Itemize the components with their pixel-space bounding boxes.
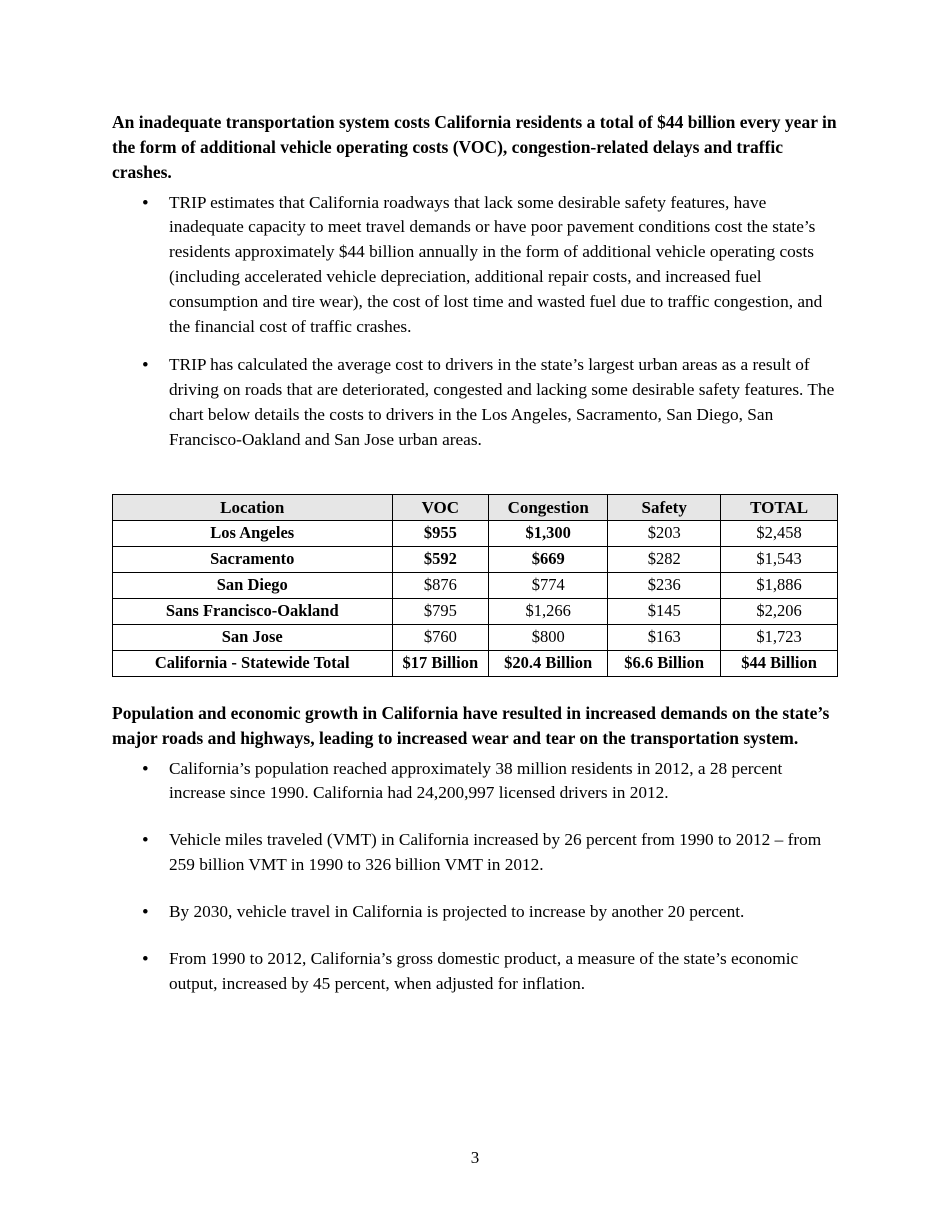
table-row-total	[113, 650, 838, 676]
cell-location: San Diego	[113, 572, 393, 598]
table-row	[113, 546, 838, 572]
cell-congestion: $774	[489, 572, 608, 598]
table-header-row	[113, 494, 838, 520]
cell-location: California - Statewide Total	[113, 650, 393, 676]
cell-voc: $17 Billion	[392, 650, 489, 676]
list-item: • TRIP has calculated the average cost to drivers in the state’s largest urban areas as a result of driving on roads that are deteriorated, congested and lacking some desirable safety features. The chart below details the costs to drivers in the Los Angeles, Sacramento, San Diego, San Francisco-Oakland and San Jose urban areas.	[112, 353, 838, 453]
driver-cost-table	[112, 494, 838, 677]
table-row	[113, 624, 838, 650]
table-body	[113, 520, 838, 676]
cell-voc: $760	[392, 624, 489, 650]
table-row	[113, 520, 838, 546]
cell-safety: $236	[608, 572, 721, 598]
cell-safety: $6.6 Billion	[608, 650, 721, 676]
table-row	[113, 598, 838, 624]
cell-total: $1,543	[721, 546, 838, 572]
cell-congestion: $1,266	[489, 598, 608, 624]
cell-total: $44 Billion	[721, 650, 838, 676]
cell-voc: $876	[392, 572, 489, 598]
cell-congestion: $800	[489, 624, 608, 650]
list-item: • From 1990 to 2012, California’s gross domestic product, a measure of the state’s economic output, increased by 45 percent, when adjusted for inflation.	[112, 947, 838, 997]
cell-location: Los Angeles	[113, 520, 393, 546]
cell-safety: $203	[608, 520, 721, 546]
cell-congestion: $669	[489, 546, 608, 572]
column-header-safety: Safety	[608, 494, 721, 520]
column-header-congestion: Congestion	[489, 494, 608, 520]
cell-voc: $795	[392, 598, 489, 624]
cost-table-container	[112, 494, 838, 677]
list-item: • TRIP estimates that California roadways that lack some desirable safety features, have inadequate capacity to meet travel demands or have poor pavement conditions cost the state’s residents approximately $44 billion annually in the form of additional vehicle operating costs (including accelerated vehicle depreciation, additional repair costs, and increased fuel consumption and tire wear), the cost of lost time and wasted fuel due to traffic congestion, and the financial cost of traffic crashes.	[112, 191, 838, 340]
cell-total: $1,723	[721, 624, 838, 650]
cell-total: $2,206	[721, 598, 838, 624]
column-header-location: Location	[113, 494, 393, 520]
cell-location: San Jose	[113, 624, 393, 650]
column-header-voc: VOC	[392, 494, 489, 520]
cell-safety: $282	[608, 546, 721, 572]
cell-total: $2,458	[721, 520, 838, 546]
page-content	[112, 110, 838, 1019]
cell-congestion: $1,300	[489, 520, 608, 546]
cell-voc: $955	[392, 520, 489, 546]
table-header	[113, 494, 838, 520]
list-item: • California’s population reached approximately 38 million residents in 2012, a 28 percent increase since 1990. California had 24,200,997 licensed drivers in 2012.	[112, 757, 838, 807]
cell-safety: $163	[608, 624, 721, 650]
cell-total: $1,886	[721, 572, 838, 598]
cell-location: Sans Francisco-Oakland	[113, 598, 393, 624]
section-1-bullet-list	[112, 191, 838, 453]
list-item: • Vehicle miles traveled (VMT) in California increased by 26 percent from 1990 to 2012 – from 259 billion VMT in 1990 to 326 billion VMT in 2012.	[112, 828, 838, 878]
column-header-total: TOTAL	[721, 494, 838, 520]
cell-location: Sacramento	[113, 546, 393, 572]
page-number: 3	[470, 1148, 480, 1167]
table-row	[113, 572, 838, 598]
cell-voc: $592	[392, 546, 489, 572]
cell-congestion: $20.4 Billion	[489, 650, 608, 676]
section-1-heading: An inadequate transportation system costs California residents a total of $44 billion every year in the form of additional vehicle operating costs (VOC), congestion-related delays and traffic crashes.	[112, 112, 837, 182]
spacer	[112, 677, 838, 701]
list-item: • By 2030, vehicle travel in California is projected to increase by another 20 percent.	[112, 900, 838, 925]
spacer	[112, 466, 838, 494]
section-2-heading: Population and economic growth in California have resulted in increased demands on the state’s major roads and highways, leading to increased wear and tear on the transportation system.	[112, 702, 830, 748]
cell-safety: $145	[608, 598, 721, 624]
section-2-bullet-list	[112, 757, 838, 997]
